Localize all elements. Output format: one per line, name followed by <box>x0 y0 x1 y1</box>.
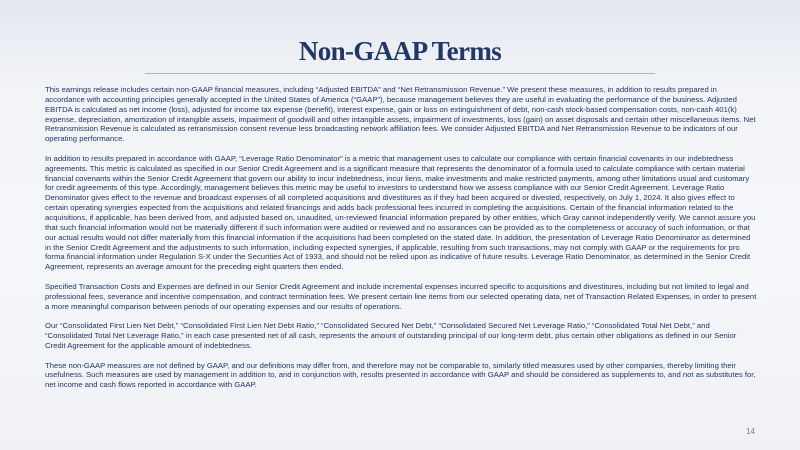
paragraph-transaction-costs: Specified Transaction Costs and Expenses are defined in our Senior Credit Agreement and include incremental expenses incurred specific to acquisitions and divestitures, including but not limited to legal and professional fees, severance and incentive compensation, and contract termination fees. We present certain line items from our selected operating data, net of Transaction Related Expenses, in order to present a more meaningful comparison between periods of our operating expenses and our results of operations. <box>45 281 757 311</box>
slide-title: Non-GAAP Terms <box>298 36 502 66</box>
paragraph-non-gaap-intro: This earnings release includes certain non-GAAP financial measures, including “Adjusted EBITDA” and “Net Retransmission Revenue.” We present these measures, in addition to results prepared in accordance with accounting principles generally accepted in the United States of America (“GAAP”), because management believes they are useful in evaluating the performance of the business. Adjusted EBITDA is calculated as net income (loss), adjusted for income tax expense (benefit), interest expense, gain or loss on extinguishment of debt, non-cash stock-based compensation costs, non-cash 401(k) expense, depreciation, amortization of intangible assets, impairment of goodwill and other intangible assets, impairment of investments, loss (gain) on asset disposals and certain other miscellaneous items. Net Retransmission Revenue is calculated as retransmission consent revenue less broadcasting network affiliation fees. We consider Adjusted EBITDA and Net Retransmission Revenue to be indicators of our operating performance. <box>45 85 756 144</box>
page-number: 14 <box>746 427 755 436</box>
slide-body <box>45 85 757 390</box>
paragraph-leverage-ratio: In addition to results prepared in accordance with GAAP, “Leverage Ratio Denominator” is a metric that management uses to calculate our compliance with certain financial covenants in our indebtedness agreements. This metric is calculated as specified in our Senior Credit Agreement and is a significant measure that represents the denominator of a formula used to calculate compliance with certain material financial covenants within the Senior Credit Agreement that govern our ability to incur indebtedness, incur liens, make investments and make restricted payments, among other limitations usual and customary for credit agreements of this type. Accordingly, management believes this metric may be useful to investors to understand how we assess compliance with our Senior Credit Agreement. Leverage Ratio Denominator gives effect to the revenue and broadcast expenses of all completed acquisitions and divestitures as if they had been acquired or divested, respectively, on July 1, 2024. It also gives effect to certain operating synergies expected from the acquisitions and related financings and adds back professional fees incurred in completing the acquisitions. Certain of the financial information related to the acquisitions, if applicable, has been derived from, and adjusted based on, unaudited, un-reviewed financial information prepared by other entities, which Gray cannot independently verify. We cannot assure you that such financial information would not be materially different if such information were audited or reviewed and no assurances can be provided as to the completeness or accuracy of such information, or that our actual results would not differ materially from this financial information if the acquisitions had been completed on the stated date. In addition, the presentation of Leverage Ratio Denominator as determined in the Senior Credit Agreement and the adjustments to such information, including expected synergies, if applicable, resulting from such transactions, may not comply with GAAP or the requirements for pro forma financial information under Regulation S-X under the Securities Act of 1933, and should not be relied upon as indicative of future results. Leverage Ratio Denominator, as determined in the Senior Credit Agreement, represents an average amount for the preceding eight quarters then ended. <box>45 153 756 272</box>
paragraph-net-debt: Our “Consolidated First Lien Net Debt,” “Consolidated First Lien Net Debt Ratio,” “Consolidated Secured Net Debt,” “Consolidated Secured Net Leverage Ratio,” “Consolidated Total Net Debt,” and “Consolidated Total Net Leverage Ratio,” in each case presented net of all cash, represents the amount of outstanding principal of our long-term debt, plus certain other obligations as defined in our Senior Credit Agreement for the applicable amount of indebtedness. <box>45 321 737 350</box>
title-divider <box>145 73 655 74</box>
paragraph-disclaimer: These non-GAAP measures are not defined by GAAP, and our definitions may differ from, and therefore may not be comparable to, similarly titled measures used by other companies, thereby limiting their usefulness. Such measures are used by management in addition to, and in conjunction with, results presented in accordance with GAAP and should be considered as supplements to, and not as substitutes for, net income and cash flows reported in accordance with GAAP. <box>45 360 756 390</box>
